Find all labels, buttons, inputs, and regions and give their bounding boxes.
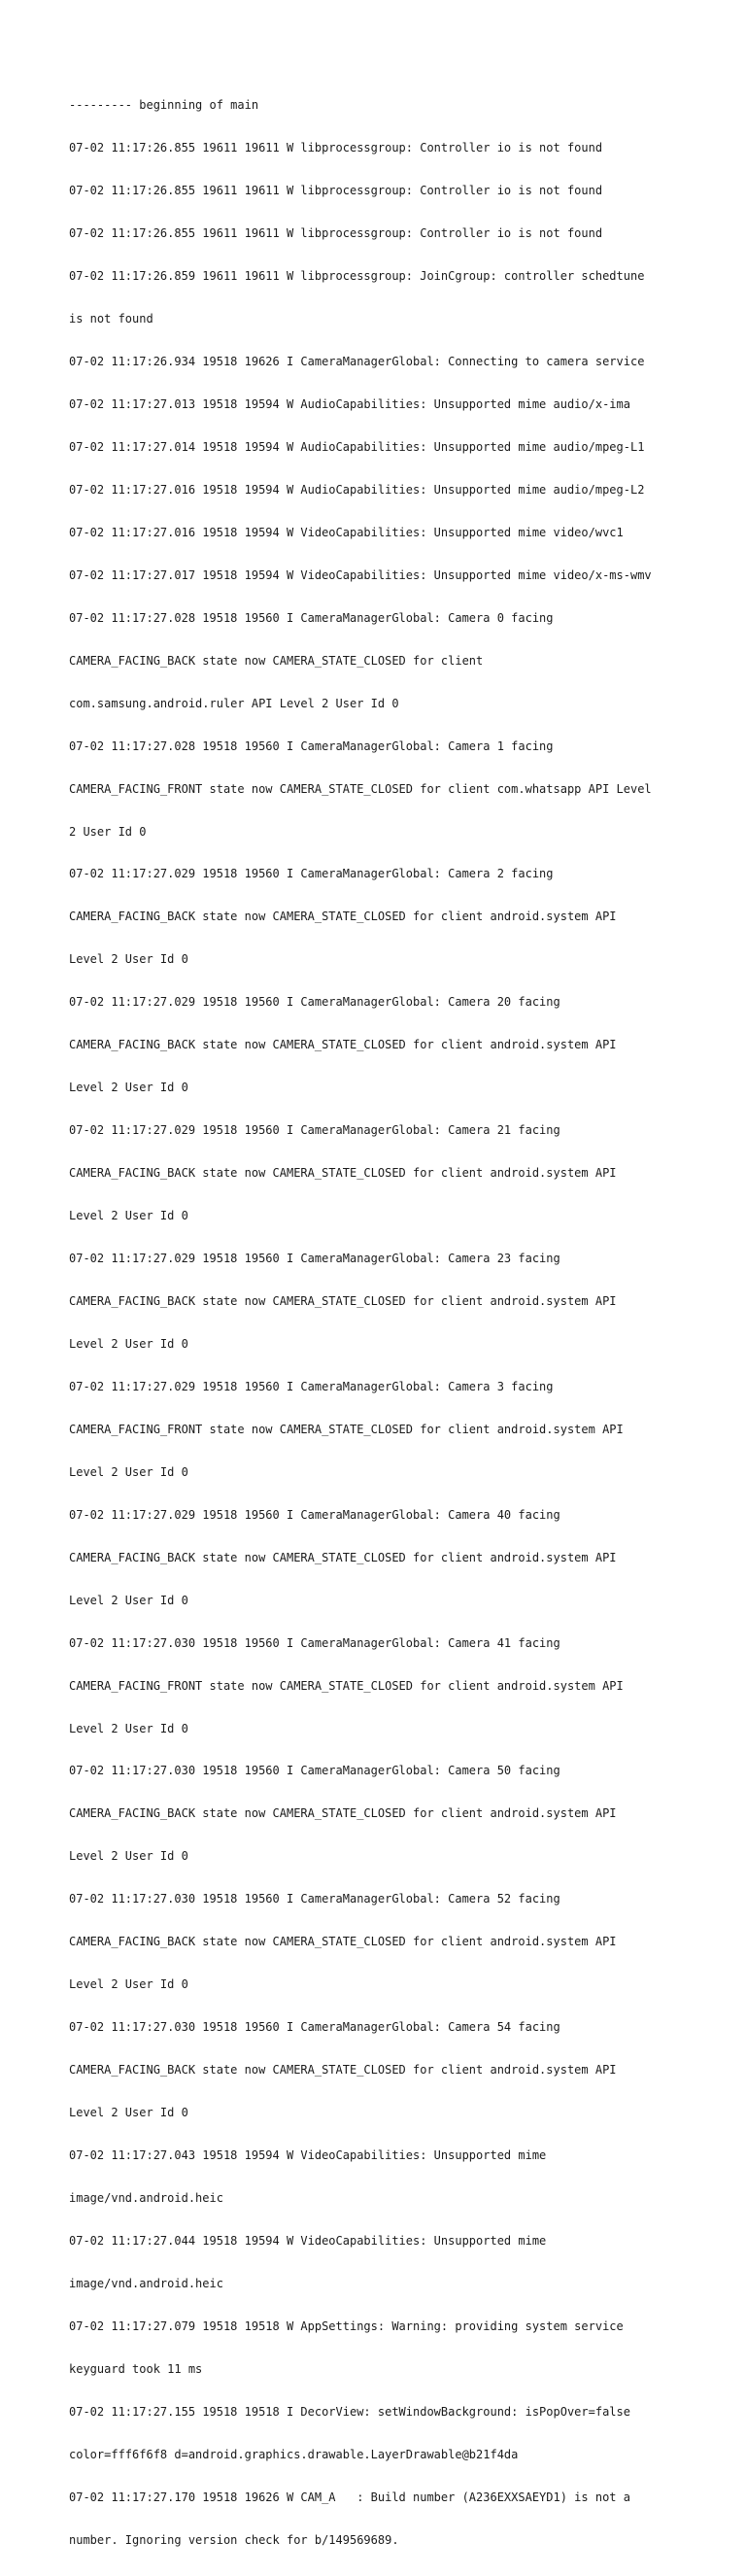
log-line: CAMERA_FACING_BACK state now CAMERA_STATE_CLOSED for client android.system API: [69, 1166, 617, 1181]
log-line: CAMERA_FACING_FRONT state now CAMERA_STATE_CLOSED for client android.system API: [69, 1422, 624, 1436]
log-line: 07-02 11:17:27.013 19518 19594 W AudioCapabilities: Unsupported mime audio/x-ima: [69, 396, 630, 411]
log-line: CAMERA_FACING_BACK state now CAMERA_STATE_CLOSED for client android.system API: [69, 1935, 617, 1949]
log-line: 07-02 11:17:26.934 19518 19626 I CameraManagerGlobal: Connecting to camera service: [69, 355, 645, 369]
log-line: CAMERA_FACING_BACK state now CAMERA_STATE_CLOSED for client android.system API: [69, 910, 617, 924]
log-line: 07-02 11:17:27.044 19518 19594 W VideoCapabilities: Unsupported mime: [69, 2233, 547, 2248]
log-line: 07-02 11:17:27.030 19518 19560 I CameraManagerGlobal: Camera 41 facing: [69, 1635, 560, 1650]
log-line: 07-02 11:17:27.028 19518 19560 I CameraManagerGlobal: Camera 0 facing: [69, 610, 554, 625]
log-line: Level 2 User Id 0: [69, 1464, 188, 1479]
log-line: Level 2 User Id 0: [69, 1593, 188, 1607]
log-line: 07-02 11:17:27.030 19518 19560 I CameraManagerGlobal: Camera 50 facing: [69, 1764, 560, 1778]
log-line: Level 2 User Id 0: [69, 1721, 188, 1735]
log-line: CAMERA_FACING_BACK state now CAMERA_STATE_CLOSED for client android.system API: [69, 1550, 617, 1564]
log-line: 07-02 11:17:27.170 19518 19626 W CAM_A : Build number (A236EXXSAEYD1) is not a: [69, 2490, 630, 2504]
log-line: Level 2 User Id 0: [69, 1977, 188, 1992]
log-line: 07-02 11:17:26.855 19611 19611 W libprocessgroup: Controller io is not found: [69, 226, 603, 241]
log-line: 07-02 11:17:27.017 19518 19594 W VideoCapabilities: Unsupported mime video/x-ms-wmv: [69, 567, 652, 582]
log-line: 07-02 11:17:27.016 19518 19594 W AudioCapabilities: Unsupported mime audio/mpeg-L2: [69, 482, 645, 497]
log-line: com.samsung.android.ruler API Level 2 User Id 0: [69, 696, 399, 710]
log-line: 07-02 11:17:27.028 19518 19560 I CameraManagerGlobal: Camera 1 facing: [69, 738, 554, 753]
log-text: [69, 70, 691, 2576]
log-line: image/vnd.android.heic: [69, 2191, 223, 2206]
log-line: 07-02 11:17:26.859 19611 19611 W libprocessgroup: JoinCgroup: controller schedtune: [69, 269, 645, 284]
log-line: 07-02 11:17:27.043 19518 19594 W VideoCapabilities: Unsupported mime: [69, 2148, 547, 2163]
log-line: Level 2 User Id 0: [69, 1081, 188, 1095]
log-line: CAMERA_FACING_BACK state now CAMERA_STATE_CLOSED for client android.system API: [69, 1038, 617, 1052]
log-line: CAMERA_FACING_BACK state now CAMERA_STATE_CLOSED for client android.system API: [69, 2063, 617, 2078]
log-line: 07-02 11:17:27.029 19518 19560 I CameraManagerGlobal: Camera 2 facing: [69, 867, 554, 881]
log-line: 07-02 11:17:27.029 19518 19560 I CameraManagerGlobal: Camera 21 facing: [69, 1123, 560, 1138]
log-line: CAMERA_FACING_BACK state now CAMERA_STATE_CLOSED for client: [69, 653, 484, 668]
log-line: 07-02 11:17:27.155 19518 19518 I DecorView: setWindowBackground: isPopOver=false: [69, 2404, 630, 2419]
log-line: 2 User Id 0: [69, 824, 147, 839]
log-line: keyguard took 11 ms: [69, 2361, 203, 2376]
log-line: CAMERA_FACING_FRONT state now CAMERA_STATE_CLOSED for client com.whatsapp API Level: [69, 781, 652, 796]
log-line: 07-02 11:17:27.029 19518 19560 I CameraManagerGlobal: Camera 20 facing: [69, 995, 560, 1010]
log-line: 07-02 11:17:27.014 19518 19594 W AudioCapabilities: Unsupported mime audio/mpeg-L1: [69, 439, 645, 454]
log-line: Level 2 User Id 0: [69, 1209, 188, 1223]
log-line: CAMERA_FACING_FRONT state now CAMERA_STATE_CLOSED for client android.system API: [69, 1678, 624, 1693]
log-line: 07-02 11:17:26.855 19611 19611 W libprocessgroup: Controller io is not found: [69, 184, 603, 198]
log-line: Level 2 User Id 0: [69, 952, 188, 967]
log-line: Level 2 User Id 0: [69, 1336, 188, 1351]
log-line: image/vnd.android.heic: [69, 2276, 223, 2290]
log-line: CAMERA_FACING_BACK state now CAMERA_STATE_CLOSED for client android.system API: [69, 1806, 617, 1821]
log-line: color=fff6f6f8 d=android.graphics.drawable.LayerDrawable@b21f4da: [69, 2447, 519, 2461]
log-line: 07-02 11:17:27.029 19518 19560 I CameraManagerGlobal: Camera 3 facing: [69, 1379, 554, 1393]
log-line: 07-02 11:17:27.079 19518 19518 W AppSettings: Warning: providing system service: [69, 2318, 624, 2333]
log-line: 07-02 11:17:27.029 19518 19560 I CameraManagerGlobal: Camera 40 facing: [69, 1507, 560, 1522]
log-line: number. Ignoring version check for b/149569689.: [69, 2532, 399, 2547]
log-line: 07-02 11:17:27.030 19518 19560 I CameraManagerGlobal: Camera 52 facing: [69, 1892, 560, 1906]
log-line: 07-02 11:17:26.855 19611 19611 W libprocessgroup: Controller io is not found: [69, 141, 603, 155]
log-line: is not found: [69, 312, 153, 326]
log-line: Level 2 User Id 0: [69, 2106, 188, 2120]
log-line: 07-02 11:17:27.016 19518 19594 W VideoCapabilities: Unsupported mime video/wvc1: [69, 525, 624, 539]
log-line: Level 2 User Id 0: [69, 1849, 188, 1864]
log-line: 07-02 11:17:27.030 19518 19560 I CameraManagerGlobal: Camera 54 facing: [69, 2020, 560, 2035]
log-line: --------- beginning of main: [69, 98, 259, 113]
log-line: CAMERA_FACING_BACK state now CAMERA_STATE_CLOSED for client android.system API: [69, 1294, 617, 1308]
log-line: 07-02 11:17:27.029 19518 19560 I CameraManagerGlobal: Camera 23 facing: [69, 1252, 560, 1266]
